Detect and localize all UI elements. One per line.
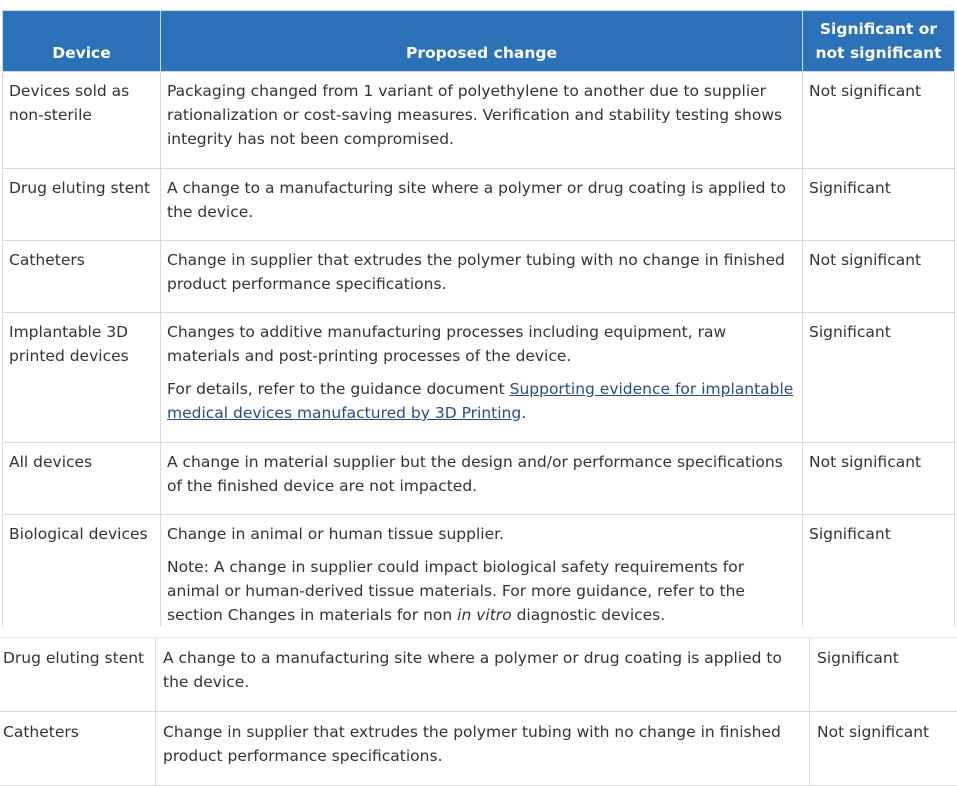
cell-device: Drug eluting stent bbox=[0, 638, 156, 712]
device-change-table bbox=[2, 10, 955, 626]
cell-significance: Significant bbox=[803, 169, 955, 241]
table-row bbox=[3, 515, 955, 627]
cell-change: Change in supplier that extrudes the polymer tubing with no change in finished product performance specifications. bbox=[156, 712, 810, 786]
table-row bbox=[0, 712, 957, 786]
table-row bbox=[3, 313, 955, 443]
repeated-rows-table bbox=[0, 637, 957, 786]
note-suffix: diagnostic devices. bbox=[512, 606, 666, 624]
change-text: Change in supplier that extrudes the polymer tubing with no change in finished product performance specifications. bbox=[167, 248, 796, 296]
cell-device: Catheters bbox=[3, 241, 161, 313]
cell-change bbox=[161, 313, 803, 443]
cell-significance: Significant bbox=[803, 515, 955, 627]
cell-significance: Not significant bbox=[803, 443, 955, 515]
cell-significance: Significant bbox=[803, 313, 955, 443]
cell-change bbox=[161, 443, 803, 515]
change-text: Changes to additive manufacturing processes including equipment, raw materials and post-printing processes of the device. bbox=[167, 320, 796, 368]
header-significance: Significant or not significant bbox=[803, 11, 955, 72]
cell-significance: Not significant bbox=[803, 241, 955, 313]
cell-change bbox=[161, 169, 803, 241]
change-note bbox=[167, 555, 796, 626]
cell-change bbox=[161, 515, 803, 627]
cell-significance: Not significant bbox=[810, 712, 957, 786]
cell-change bbox=[161, 72, 803, 169]
table-row bbox=[3, 169, 955, 241]
table-header-row bbox=[3, 11, 955, 72]
cell-device: All devices bbox=[3, 443, 161, 515]
cell-change bbox=[161, 241, 803, 313]
table-row bbox=[3, 241, 955, 313]
table-row bbox=[0, 638, 957, 712]
change-text: Change in animal or human tissue supplier. bbox=[167, 522, 796, 546]
note-prefix: For details, refer to the guidance document bbox=[167, 380, 510, 398]
change-text: A change to a manufacturing site where a polymer or drug coating is applied to the device. bbox=[167, 176, 796, 224]
change-text: Packaging changed from 1 variant of polyethylene to another due to supplier rationalization or cost-saving measures. Verification and stability testing shows integrity has not been compromised. bbox=[167, 79, 796, 151]
table-row bbox=[3, 72, 955, 169]
note-emphasis: in vitro bbox=[457, 606, 511, 624]
cell-significance: Not significant bbox=[803, 72, 955, 169]
cell-device: Biological devices bbox=[3, 515, 161, 627]
guidance-link[interactable]: Supporting evidence for implantable medical devices manufactured by 3D Printing bbox=[167, 380, 793, 422]
cell-device: Drug eluting stent bbox=[3, 169, 161, 241]
note-suffix: . bbox=[521, 404, 526, 422]
cell-device: Implantable 3D printed devices bbox=[3, 313, 161, 443]
cell-change: A change to a manufacturing site where a polymer or drug coating is applied to the device. bbox=[156, 638, 810, 712]
cell-significance: Significant bbox=[810, 638, 957, 712]
header-proposed-change: Proposed change bbox=[161, 11, 803, 72]
cell-device: Catheters bbox=[0, 712, 156, 786]
table-row bbox=[3, 443, 955, 515]
change-note bbox=[167, 377, 796, 425]
note-prefix: Note: A change in supplier could impact biological safety requirements for animal or human-derived tissue materials. For more guidance, refer to the section Changes in materials for non bbox=[167, 558, 745, 624]
cell-device: Devices sold as non-sterile bbox=[3, 72, 161, 169]
change-text: A change in material supplier but the design and/or performance specifications of the finished device are not impacted. bbox=[167, 450, 796, 498]
header-device: Device bbox=[3, 11, 161, 72]
